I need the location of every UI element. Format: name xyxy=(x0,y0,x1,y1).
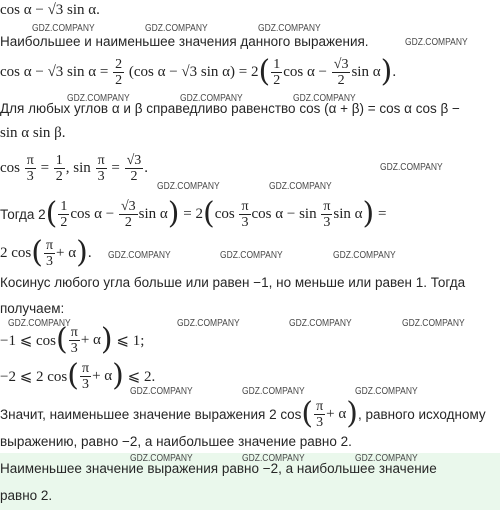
watermark: GDZ.COMPANY xyxy=(242,386,305,397)
watermark: GDZ.COMPANY xyxy=(405,37,468,48)
watermark: GDZ.COMPANY xyxy=(177,318,240,329)
watermark: GDZ.COMPANY xyxy=(130,386,193,397)
watermark: GDZ.COMPANY xyxy=(333,250,396,261)
watermark: GDZ.COMPANY xyxy=(242,453,305,464)
expression-line: cos α − √3 sin α. xyxy=(0,2,100,18)
inequality-line-1: −1 ⩽ cos ( $\frac{\pi}{3}$ + α ) ⩽ 1; xyxy=(0,322,145,357)
watermark: GDZ.COMPANY xyxy=(380,162,443,173)
obtain-line: получаем: xyxy=(0,301,65,316)
answer-line-1: Наименьшее значение выражения равно −2, а наибольшее значение xyxy=(0,461,437,476)
transform-line-1: cos α − √3 sin α = $\frac{2}{2}$ (cos α − √3 sin α) = 2 ( $\frac{1}{2}$ cos α − $\frac{√3}{2}$ sin α ) . xyxy=(0,54,397,89)
watermark: GDZ.COMPANY xyxy=(157,181,220,192)
watermark: GDZ.COMPANY xyxy=(108,250,171,261)
identity-line-a: Для любых углов α и β справедливо равенство cos (α + β) = cos α cos β − xyxy=(0,101,460,116)
watermark: GDZ.COMPANY xyxy=(355,453,418,464)
conclusion-line: Значит, наименьшее значение выражения 2 cos ( $\frac{\pi}{3}$ + α ) , равного исходному xyxy=(0,396,486,431)
watermark: GDZ.COMPANY xyxy=(32,23,95,34)
inequality-line-2: −2 ⩽ 2 cos ( $\frac{\pi}{3}$ + α ) ⩽ 2. xyxy=(0,358,156,393)
watermark: GDZ.COMPANY xyxy=(67,93,130,104)
values-line: cos $\frac{\pi}{3}$ = $\frac{1}{2}$ , sin $\frac{\pi}{3}$ = $\frac{√3}{2}$ . xyxy=(0,152,149,184)
watermark: GDZ.COMPANY xyxy=(8,318,71,329)
task-line: Наибольшее и наименьшее значения данного выражения. xyxy=(0,34,369,49)
watermark: GDZ.COMPANY xyxy=(402,318,465,329)
watermark: GDZ.COMPANY xyxy=(293,93,356,104)
watermark: GDZ.COMPANY xyxy=(180,93,243,104)
watermark: GDZ.COMPANY xyxy=(269,181,332,192)
conclusion-line-2: выражению, равно −2, а наибольшее значение равно 2. xyxy=(0,434,352,449)
watermark: GDZ.COMPANY xyxy=(289,318,352,329)
identity-line-b: sin α sin β. xyxy=(0,125,66,141)
watermark: GDZ.COMPANY xyxy=(355,386,418,397)
watermark: GDZ.COMPANY xyxy=(258,23,321,34)
watermark: GDZ.COMPANY xyxy=(145,23,208,34)
watermark: GDZ.COMPANY xyxy=(220,250,283,261)
transform-line-2: Тогда 2 ( $\frac{1}{2}$ cos α − $\frac{√3}{2}$ sin α ) = 2 ( cos $\frac{\pi}{3}$ cos α − sin $\frac{\pi}{3}$ sin α ) = xyxy=(0,196,387,231)
watermark: GDZ.COMPANY xyxy=(130,453,193,464)
cosine-bounds-line: Косинус любого угла больше или равен −1, но меньше или равен 1. Тогда xyxy=(0,275,466,290)
answer-line-2: равно 2. xyxy=(0,488,53,503)
result-line: 2 cos ( $\frac{\pi}{3}$ + α ) . xyxy=(0,235,92,270)
